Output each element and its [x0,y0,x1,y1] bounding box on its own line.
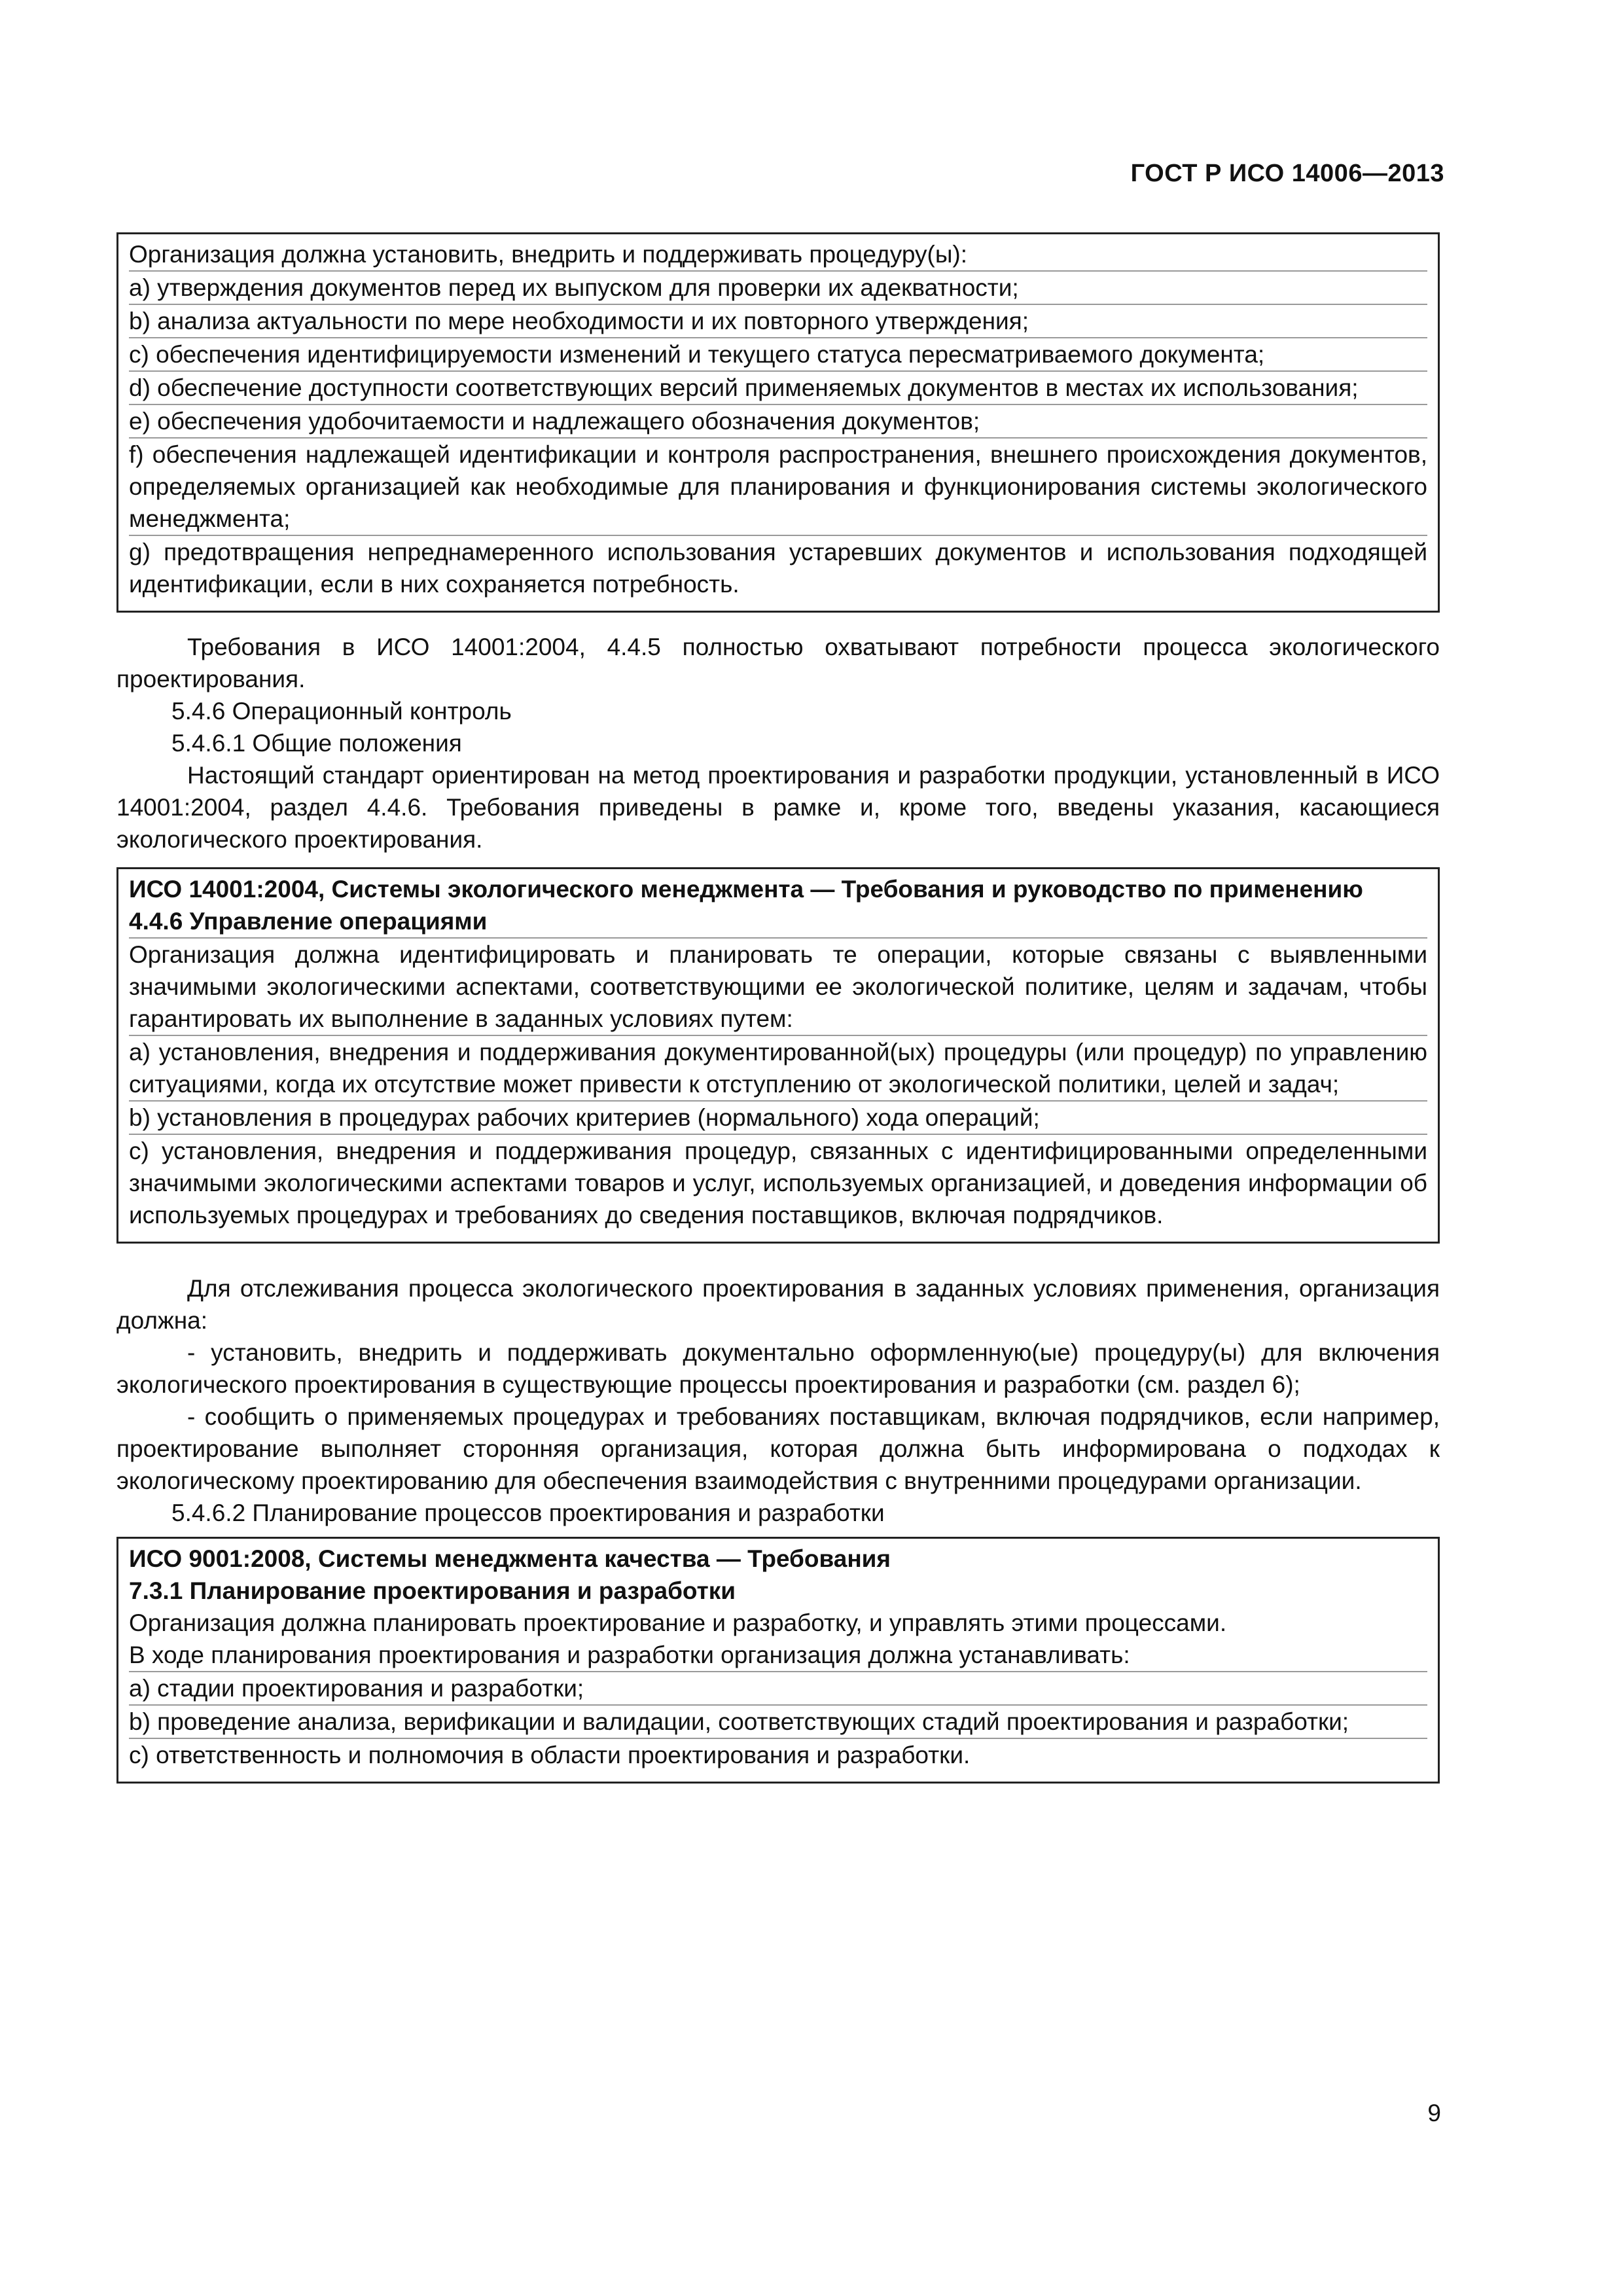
box2-intro: Организация должна идентифицировать и планировать те операции, которые связаны с выявленными значимыми экологическими аспектами, соответствующими ее экологической политике, целям и задачам, чтобы гарантировать их выполнение в заданных условиях путем: [129,939,1427,1036]
quoted-requirements-box-1 [116,232,1440,613]
box1-line-a: a) утверждения документов перед их выпуском для проверки их адекватности; [129,272,1427,305]
page-content [116,232,1440,1784]
section-heading-5-4-6-2: 5.4.6.2 Планирование процессов проектирования и разработки [171,1499,885,1526]
section-heading-5-4-6-1: 5.4.6.1 Общие положения [171,730,462,757]
box3-subtitle: 7.3.1 Планирование проектирования и разработки [129,1577,736,1604]
box3-item-a: a) стадии проектирования и разработки; [129,1672,1427,1706]
box3-line-1: Организация должна планировать проектирование и разработку, и управлять этими процессами. [129,1609,1227,1636]
box1-line-b: b) анализа актуальности по мере необходимости и их повторного утверждения; [129,305,1427,338]
box3-title: ИСО 9001:2008, Системы менеджмента качества — Требования [129,1545,891,1572]
box3-line-2: В ходе планирования проектирования и разработки организация должна устанавливать: [129,1639,1427,1672]
quoted-requirements-box-3 [116,1537,1440,1784]
section-heading-5-4-6: 5.4.6 Операционный контроль [171,698,512,725]
box1-line-c: c) обеспечения идентифицируемости изменений и текущего статуса пересматриваемого документа; [129,338,1427,372]
document-header: ГОСТ Р ИСО 14006—2013 [1130,160,1444,187]
body-text-section-1 [116,631,1440,855]
paragraph-tracking-process: Для отслеживания процесса экологического проектирования в заданных условиях применения, организация должна: [116,1275,1440,1334]
bullet-establish-procedures: - установить, внедрить и поддерживать документально оформленную(ые) процедуру(ы) для включения экологического проектирования в существующие процессы проектирования и разработки (см. раздел 6); [116,1339,1440,1398]
page-number: 9 [1427,2100,1441,2126]
box2-item-c: c) установления, внедрения и поддерживания процедур, связанных с идентифицированными определенными значимыми экологическими аспектами товаров и услуг, используемых организацией, и доведения информации об используемых процедурах и требованиях до сведения поставщиков, включая подрядчиков. [129,1138,1427,1229]
box3-item-c: c) ответственность и полномочия в области проектирования и разработки. [129,1742,971,1768]
box2-item-a: a) установления, внедрения и поддерживания документированной(ых) процедуры (или процедур) по управлению ситуациями, когда их отсутствие может привести к отступлению от экологической политики, целей и задач; [129,1036,1427,1102]
quoted-requirements-box-2 [116,867,1440,1244]
paragraph-standard-orientation: Настоящий стандарт ориентирован на метод проектирования и разработки продукции, установленный в ИСО 14001:2004, раздел 4.4.6. Требования приведены в рамке и, кроме того, введены указания, касающиеся экологического проектирования. [116,762,1440,853]
paragraph-iso14001-445: Требования в ИСО 14001:2004, 4.4.5 полностью охватывают потребности процесса экологического проектирования. [116,634,1440,692]
box2-subtitle: 4.4.6 Управление операциями [129,905,1427,939]
box2-item-b: b) установления в процедурах рабочих критериев (нормального) хода операций; [129,1102,1427,1135]
box1-line-g: g) предотвращения непреднамеренного использования устаревших документов и использования подходящей идентификации, если в них сохраняется потребность. [129,539,1427,598]
bullet-communicate-suppliers: - сообщить о применяемых процедурах и требованиях поставщикам, включая подрядчиков, если например, проектирование выполняет сторонняя организация, которая должна быть информирована о подходах к экологическому проектированию для обеспечения взаимодействия с внутренними процедурами организации. [116,1403,1440,1494]
box3-item-b: b) проведение анализа, верификации и валидации, соответствующих стадий проектирования и разработки; [129,1706,1427,1739]
body-text-section-2 [116,1272,1440,1529]
box1-line-f: f) обеспечения надлежащей идентификации и контроля распространения, внешнего происхождения документов, определяемых организацией как необходимые для планирования и функционирования системы экологического менеджмента; [129,439,1427,536]
box1-line-intro: Организация должна установить, внедрить и поддерживать процедуру(ы): [129,238,1427,272]
box2-title: ИСО 14001:2004, Системы экологического менеджмента — Требования и руководство по применению [129,876,1363,903]
box1-line-e: e) обеспечения удобочитаемости и надлежащего обозначения документов; [129,405,1427,439]
box1-line-d: d) обеспечение доступности соответствующих версий применяемых документов в местах их использования; [129,372,1427,405]
